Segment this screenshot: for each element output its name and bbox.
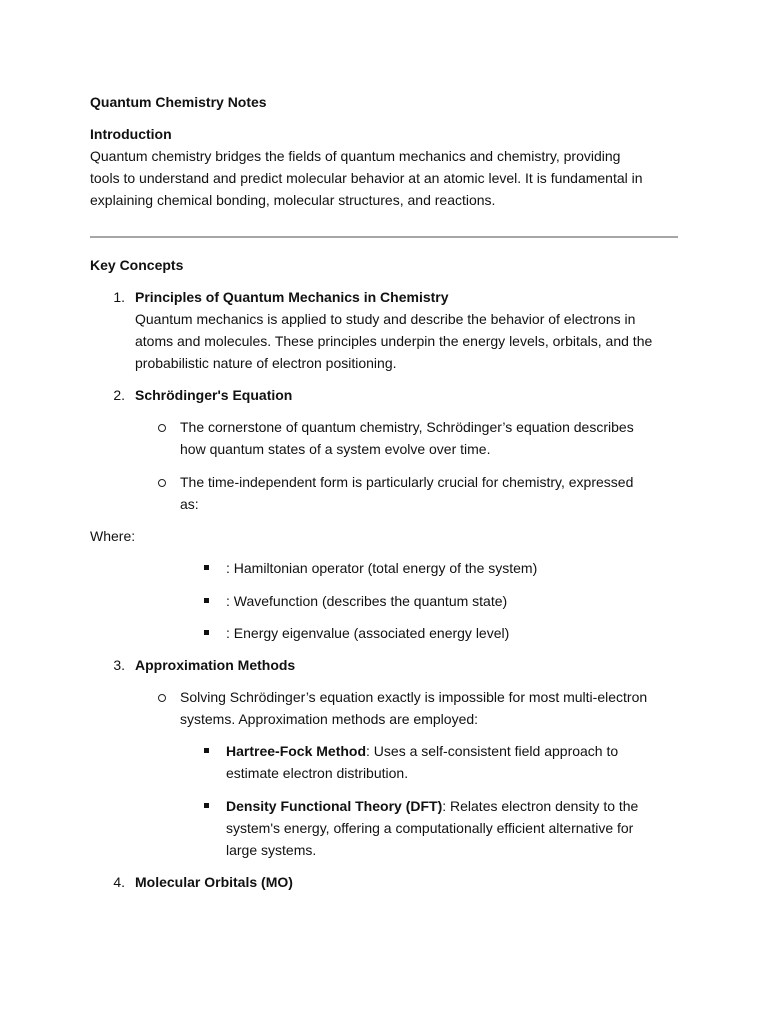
document-title: Quantum Chemistry Notes bbox=[90, 94, 267, 110]
intro-line: Quantum chemistry bridges the fields of quantum mechanics and chemistry, providing bbox=[90, 148, 621, 164]
method-name: Density Functional Theory (DFT) bbox=[226, 798, 443, 814]
method-text: : Relates electron density to the bbox=[442, 798, 639, 814]
where-item: : Wavefunction (describes the quantum state) bbox=[226, 593, 508, 609]
method-name: Hartree-Fock Method bbox=[226, 743, 367, 759]
method-text-line: system's energy, offering a computationally efficient alternative for bbox=[226, 820, 634, 836]
bullet-text-line: The cornerstone of quantum chemistry, Schrödinger’s equation describes bbox=[180, 419, 634, 435]
method-text-line: estimate electron distribution. bbox=[226, 765, 409, 781]
circle-bullet-icon bbox=[158, 424, 166, 432]
circle-bullet-icon bbox=[158, 479, 166, 487]
list-number: 4. bbox=[113, 874, 125, 890]
square-bullet-icon bbox=[204, 748, 209, 753]
concept-title: Molecular Orbitals (MO) bbox=[135, 874, 293, 890]
where-label: Where: bbox=[90, 528, 136, 544]
circle-bullet-icon bbox=[158, 694, 166, 702]
bullet-text-line: systems. Approximation methods are employed: bbox=[180, 711, 479, 727]
method-line bbox=[226, 795, 638, 817]
square-bullet-icon bbox=[204, 630, 209, 635]
key-concepts-heading: Key Concepts bbox=[90, 257, 184, 273]
intro-line: explaining chemical bonding, molecular structures, and reactions. bbox=[90, 192, 496, 208]
concept-title: Approximation Methods bbox=[135, 657, 296, 673]
bullet-text-line: Solving Schrödinger’s equation exactly is impossible for most multi-electron bbox=[180, 689, 648, 705]
concept-text-line: atoms and molecules. These principles underpin the energy levels, orbitals, and the bbox=[135, 333, 653, 349]
method-text-line: large systems. bbox=[226, 842, 317, 858]
list-number: 1. bbox=[113, 289, 125, 305]
intro-heading: Introduction bbox=[90, 126, 172, 142]
intro-line: tools to understand and predict molecular behavior at an atomic level. It is fundamental in bbox=[90, 170, 643, 186]
concept-text-line: probabilistic nature of electron positioning. bbox=[135, 355, 397, 371]
where-item: : Hamiltonian operator (total energy of the system) bbox=[226, 560, 538, 576]
list-number: 3. bbox=[113, 657, 125, 673]
concept-text-line: Quantum mechanics is applied to study and describe the behavior of electrons in bbox=[135, 311, 636, 327]
bullet-text-line: how quantum states of a system evolve over time. bbox=[180, 441, 491, 457]
square-bullet-icon bbox=[204, 565, 209, 570]
bullet-text-line: as: bbox=[180, 496, 199, 512]
section-divider bbox=[90, 236, 678, 238]
concept-title: Schrödinger's Equation bbox=[135, 387, 293, 403]
square-bullet-icon bbox=[204, 803, 209, 808]
method-text: : Uses a self-consistent field approach to bbox=[366, 743, 619, 759]
concept-title: Principles of Quantum Mechanics in Chemistry bbox=[135, 289, 449, 305]
where-item: : Energy eigenvalue (associated energy level) bbox=[226, 625, 510, 641]
square-bullet-icon bbox=[204, 598, 209, 603]
bullet-text-line: The time-independent form is particularly crucial for chemistry, expressed bbox=[180, 474, 634, 490]
list-number: 2. bbox=[113, 387, 125, 403]
method-line bbox=[226, 740, 618, 762]
